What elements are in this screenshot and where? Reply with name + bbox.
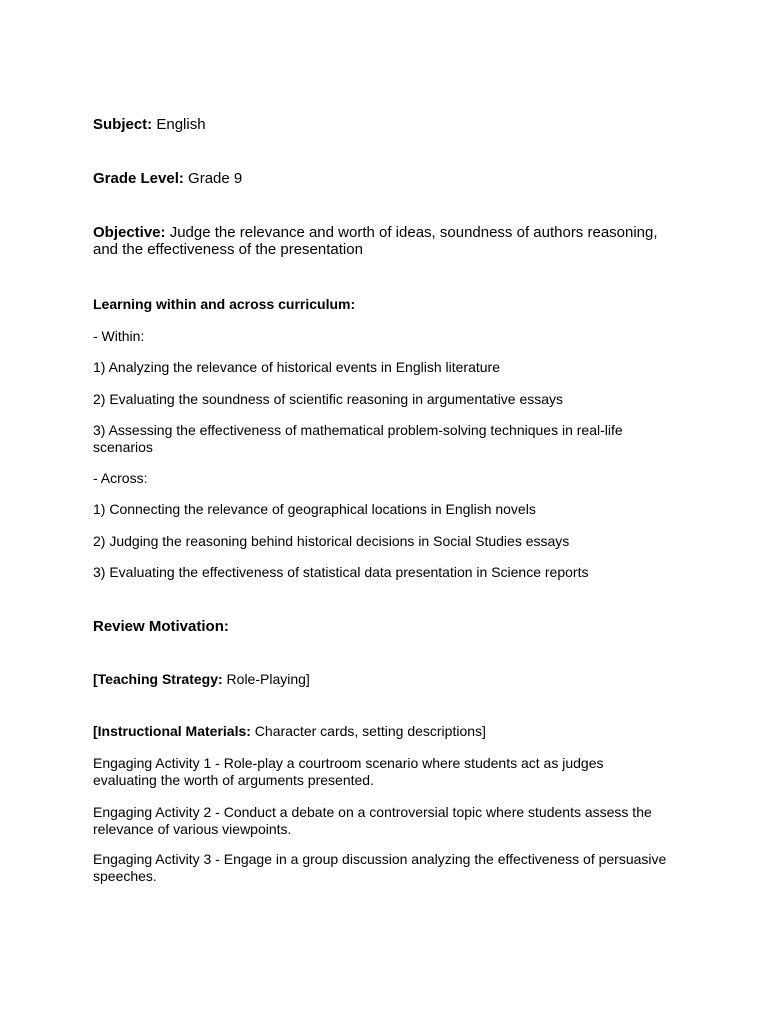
- curriculum-heading: Learning within and across curriculum:: [93, 296, 356, 312]
- materials-value: Character cards, setting descriptions]: [250, 723, 486, 739]
- across-item: 2) Judging the reasoning behind historical decisions in Social Studies essays: [93, 533, 570, 549]
- across-item: 3) Evaluating the effectiveness of statistical data presentation in Science reports: [93, 564, 589, 580]
- across-item: 1) Connecting the relevance of geographical locations in English novels: [93, 501, 536, 517]
- strategy-label: [Teaching Strategy:: [93, 671, 223, 687]
- objective-line: [93, 224, 673, 258]
- materials-line: [93, 723, 673, 740]
- subject-line: [93, 116, 673, 133]
- materials-label: [Instructional Materials:: [93, 723, 251, 739]
- within-label: - Within:: [93, 328, 145, 344]
- activity-item: Engaging Activity 3 - Engage in a group discussion analyzing the effectiveness of persuasive speeches.: [93, 851, 667, 884]
- review-heading: Review Motivation:: [93, 618, 229, 635]
- subject-value: English: [156, 116, 206, 133]
- objective-label: Objective:: [93, 224, 166, 241]
- grade-line: [93, 170, 673, 187]
- within-item: 3) Assessing the effectiveness of mathematical problem-solving techniques in real-life scenarios: [93, 422, 623, 455]
- activity-item: Engaging Activity 1 - Role-play a courtroom scenario where students act as judges evaluating the worth of arguments presented.: [93, 755, 604, 788]
- strategy-line: [93, 671, 673, 688]
- grade-label: Grade Level:: [93, 170, 184, 187]
- objective-value: Judge the relevance and worth of ideas, soundness of authors reasoning, and the effectiveness of the presentation: [93, 224, 658, 258]
- subject-label: Subject:: [93, 116, 153, 133]
- within-item: 2) Evaluating the soundness of scientific reasoning in argumentative essays: [93, 391, 564, 407]
- strategy-value: Role-Playing]: [222, 671, 310, 687]
- activity-item: Engaging Activity 2 - Conduct a debate on a controversial topic where students assess the relevance of various viewpoints.: [93, 804, 652, 837]
- grade-value: Grade 9: [188, 170, 243, 187]
- within-item: 1) Analyzing the relevance of historical events in English literature: [93, 359, 500, 375]
- across-label: - Across:: [93, 470, 148, 486]
